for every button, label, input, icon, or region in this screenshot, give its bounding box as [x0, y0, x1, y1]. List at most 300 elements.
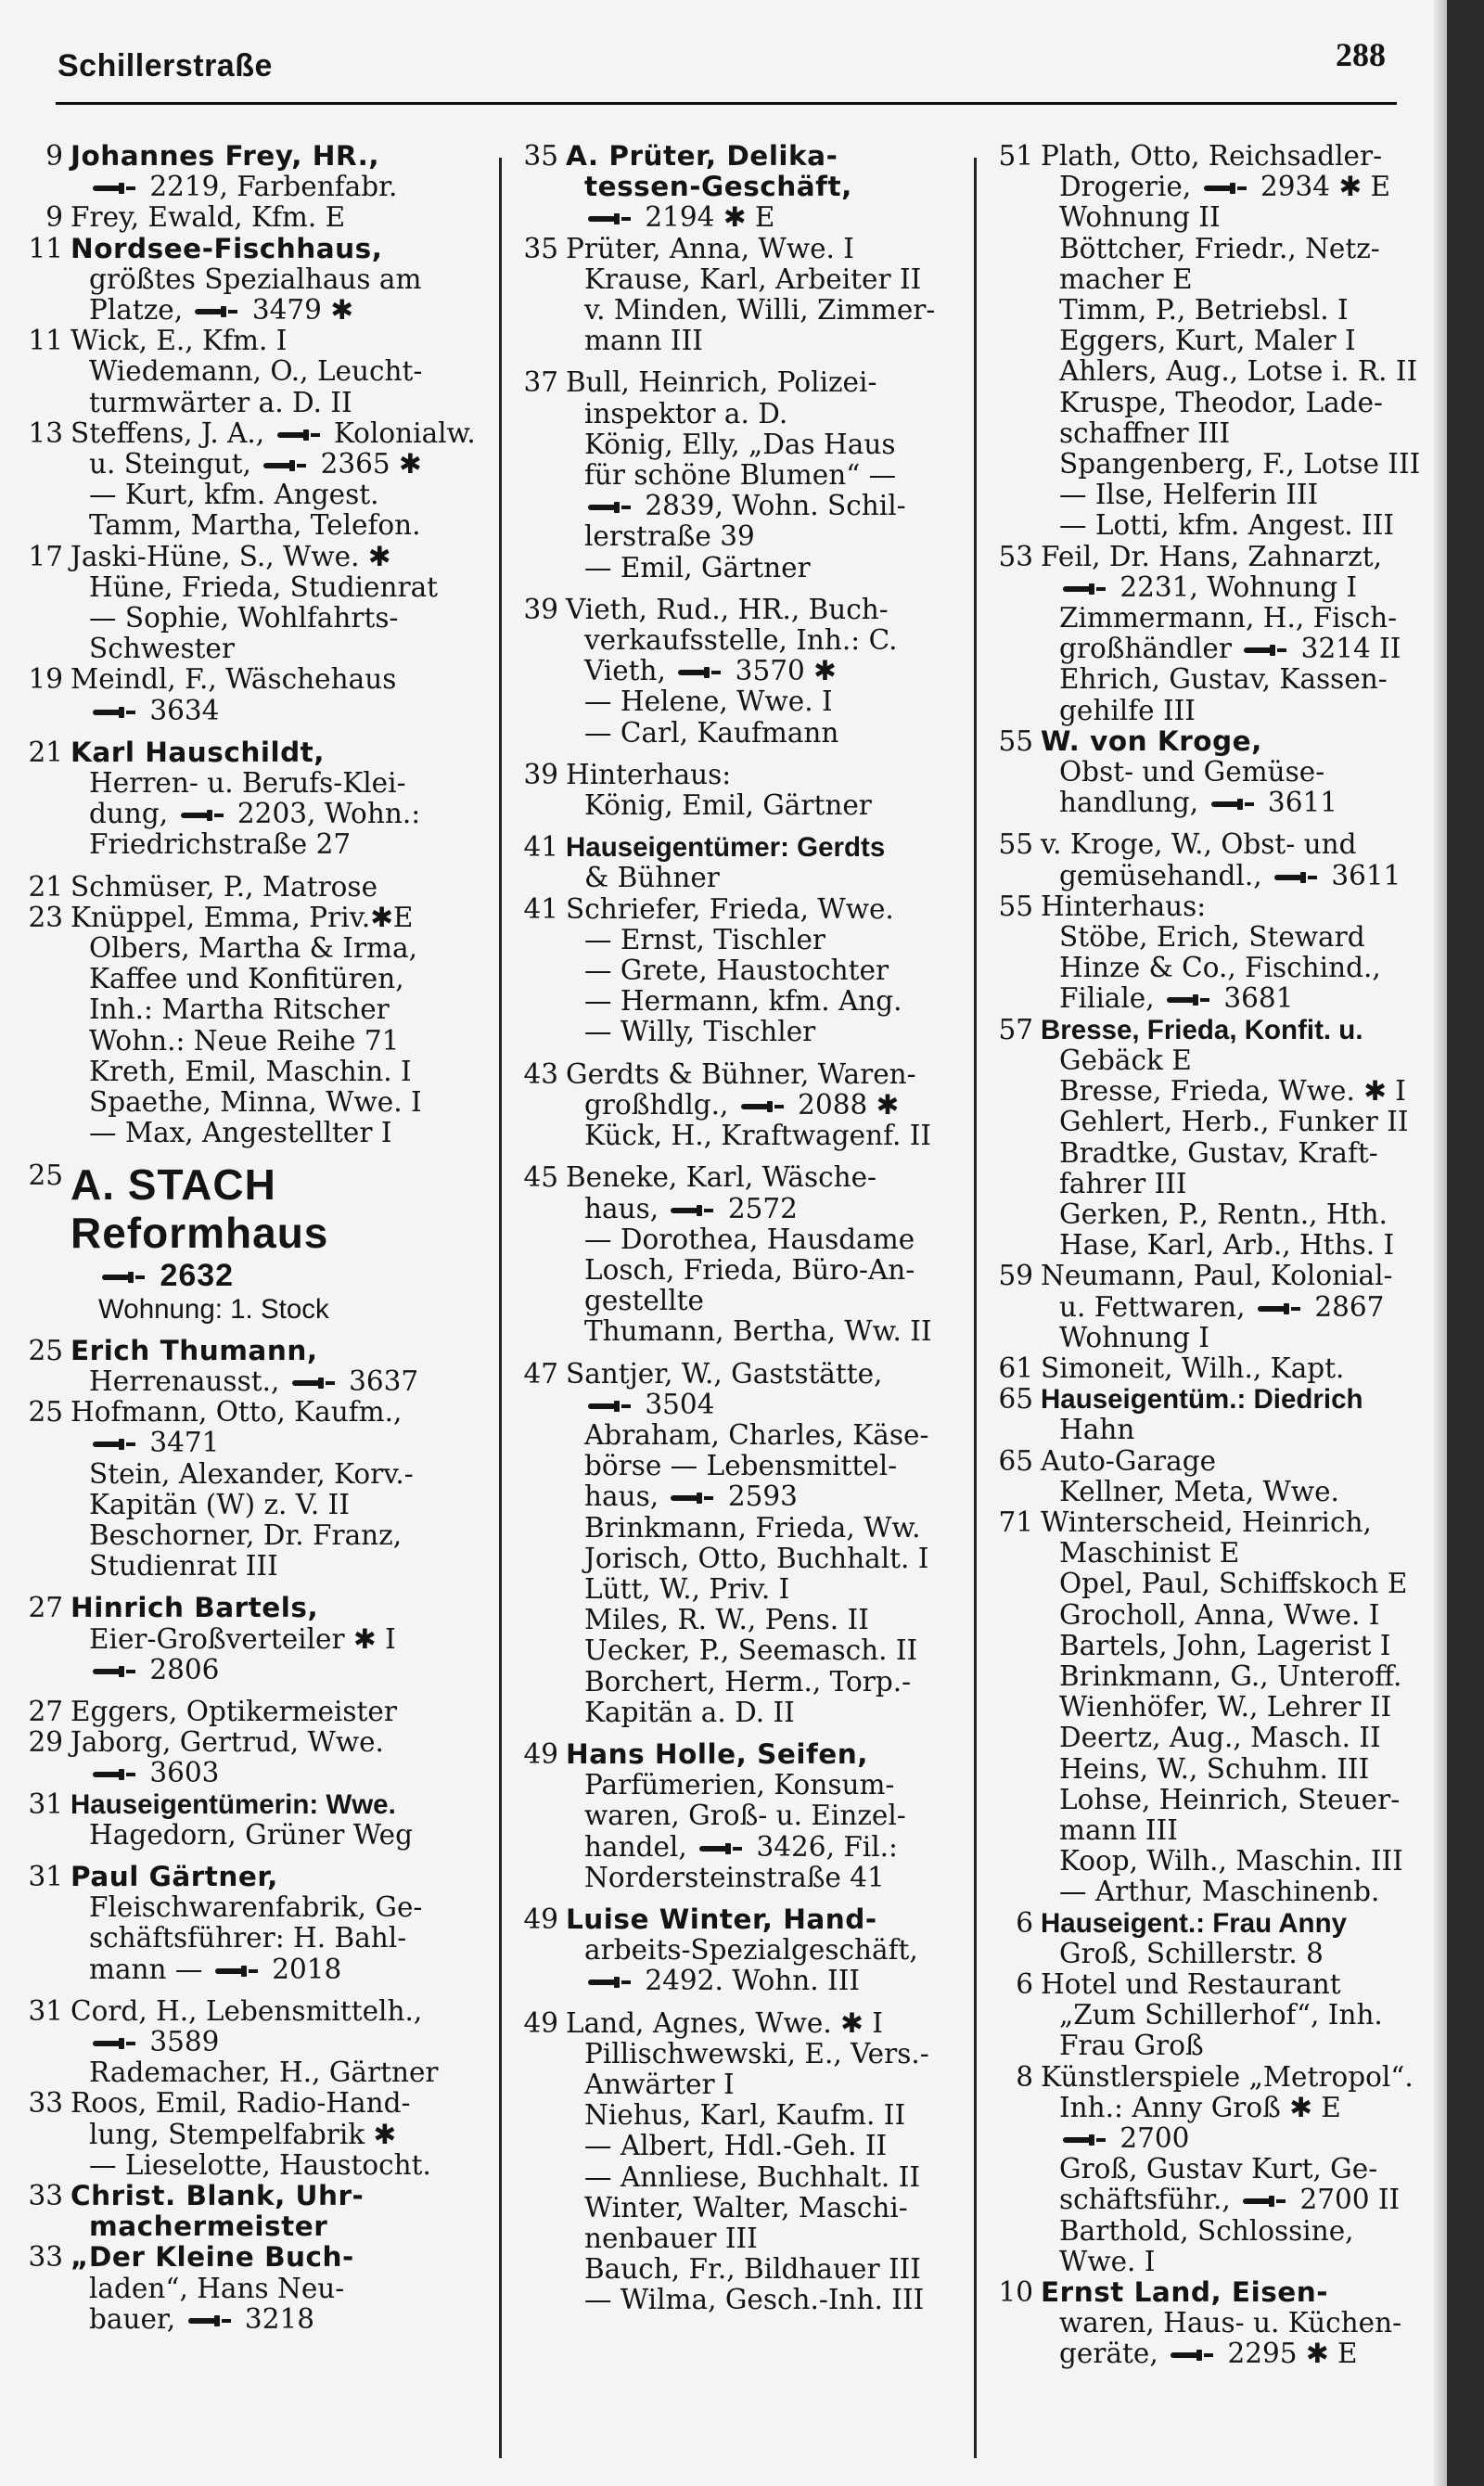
entry-line: Borchert, Herm., Torp.-	[584, 1665, 912, 1698]
entry-name: Bull, Heinrich, Polizei-	[566, 366, 877, 399]
entry-line: Deertz, Aug., Masch. II	[1059, 1722, 1381, 1754]
directory-entry	[15, 326, 490, 418]
entry-line: Obst- und Gemüse-	[1059, 756, 1325, 788]
entry-name: Vieth, Rud., HR., Buch-	[566, 593, 889, 625]
house-number: 41	[523, 831, 558, 864]
telephone-icon	[1204, 181, 1247, 196]
entry-name: Karl Hauschildt,	[70, 736, 325, 768]
entry-line: 2194 ✱ E	[566, 202, 966, 233]
house-number: 23	[28, 901, 63, 933]
entry-line: Beschorner, Dr. Franz,	[89, 1519, 403, 1551]
directory-entry	[985, 1908, 1439, 1969]
entry-line: Anwärter I	[584, 2068, 735, 2100]
telephone-icon	[215, 1964, 258, 1979]
telephone-icon	[93, 1664, 135, 1679]
entry-name: Schmüser, P., Matrose	[70, 870, 378, 903]
entry-line: gestellte	[584, 1285, 704, 1317]
entry-name: W. von Kroge,	[1041, 724, 1262, 757]
house-number: 8	[1016, 2060, 1033, 2093]
entry-line: schäftsführ., 2700 II	[1059, 2184, 1401, 2216]
entry-line: 2632	[70, 1257, 490, 1294]
entry-name: Hinterhaus:	[1041, 890, 1207, 922]
entry-line: Drogerie, 2934 ✱ E	[1059, 171, 1391, 203]
entry-line: — Carl, Kaufmann	[584, 716, 839, 749]
entry-line: Pillischwewski, E., Vers.-	[584, 2037, 929, 2070]
entry-line: turmwärter a. D. II	[89, 386, 352, 418]
entry-line: Schwester	[89, 633, 235, 665]
directory-entry	[510, 832, 966, 893]
entry-line: Stein, Alexander, Korv.-	[89, 1457, 414, 1490]
entry-line: — Kurt, kfm. Angest.	[89, 479, 379, 511]
entry-line: Filiale, 3681	[1059, 982, 1294, 1015]
entry-name: Prüter, Anna, Wwe. I	[566, 232, 854, 264]
telephone-icon	[741, 1099, 784, 1114]
directory-entry	[15, 542, 490, 665]
house-number: 33	[28, 2241, 63, 2274]
directory-entry	[15, 1697, 490, 1727]
entry-line: — Helene, Wwe. I	[584, 686, 833, 718]
entry-line: König, Elly, „Das Haus	[584, 428, 896, 460]
telephone-icon	[188, 2313, 231, 2328]
entry-line: — Lotti, kfm. Angest. III	[1059, 509, 1395, 542]
directory-entry	[15, 1336, 490, 1397]
house-number: 10	[998, 2276, 1033, 2309]
entry-name: Auto-Garage	[1041, 1444, 1217, 1477]
entry-line: Ehrich, Gustav, Kassen-	[1059, 663, 1388, 696]
entry-line: Hase, Karl, Arb., Hths. I	[1059, 1229, 1395, 1262]
entry-line: Groß, Gustav Kurt, Ge-	[1059, 2153, 1378, 2185]
directory-entry	[15, 1593, 490, 1685]
directory-entry	[15, 141, 490, 202]
entry-line: 2806	[70, 1655, 490, 1685]
entry-line: — Ernst, Tischler	[584, 923, 826, 955]
house-number: 25	[28, 1396, 63, 1429]
entry-line: Jorisch, Otto, Buchhalt. I	[584, 1542, 929, 1574]
entry-line: fahrer III	[1059, 1167, 1187, 1199]
entry-line: Heins, W., Schuhm. III	[1059, 1752, 1370, 1785]
house-number: 29	[28, 1726, 63, 1759]
telephone-icon	[1243, 2194, 1286, 2209]
entry-line: geräte, 2295 ✱ E	[1059, 2338, 1358, 2370]
entry-line: handlung, 3611	[1059, 787, 1337, 819]
entry-line: Reformhaus	[70, 1208, 329, 1257]
telephone-icon	[263, 458, 306, 473]
entry-line: 3504	[566, 1390, 966, 1420]
entry-name: Hofmann, Otto, Kaufm.,	[70, 1396, 403, 1429]
telephone-icon	[1063, 582, 1106, 596]
entry-line: — Max, Angestellter I	[89, 1117, 392, 1149]
entry-name: Paul Gärtner,	[70, 1860, 278, 1892]
entry-line: Losch, Frieda, Büro-An-	[584, 1253, 915, 1286]
entry-name: Bresse, Frieda, Konfit. u.	[1041, 1014, 1363, 1045]
directory-entry	[985, 2062, 1439, 2277]
directory-entry	[510, 1359, 966, 1728]
entry-name: Land, Agnes, Wwe. ✱ I	[566, 2006, 883, 2039]
street-heading: Schillerstraße	[58, 48, 273, 83]
entry-line: Nordersteinstraße 41	[584, 1861, 885, 1893]
entry-name: Hauseigentümerin: Wwe.	[70, 1788, 396, 1820]
directory-entry	[510, 2008, 966, 2316]
entry-line: Wohnung: 1. Stock	[98, 1293, 329, 1325]
telephone-icon	[93, 2036, 135, 2051]
telephone-icon	[93, 1767, 135, 1782]
entry-line: handel, 3426, Fil.:	[584, 1830, 898, 1863]
entry-name: Jaski-Hüne, S., Wwe. ✱	[70, 540, 391, 572]
entry-line: haus, 2572	[584, 1192, 798, 1224]
entry-line: Lohse, Heinrich, Steuer-	[1059, 1783, 1401, 1815]
entry-line: Groß, Schillerstr. 8	[1059, 1937, 1324, 1969]
entry-name: Hauseigent.: Frau Anny	[1041, 1907, 1348, 1939]
entry-name: Hotel und Restaurant	[1041, 1967, 1341, 2000]
entry-line: bauer, 3218	[89, 2302, 314, 2335]
entry-line: Inh.: Anny Groß ✱ E	[1059, 2091, 1341, 2123]
house-number: 27	[28, 1695, 63, 1727]
entry-line: Barthold, Schlossine,	[1059, 2214, 1354, 2247]
entry-line: Bradtke, Gustav, Kraft-	[1059, 1136, 1378, 1169]
entry-line: v. Minden, Willi, Zimmer-	[584, 294, 936, 327]
entry-name: Schriefer, Frieda, Wwe.	[566, 892, 894, 925]
telephone-icon	[292, 1376, 335, 1390]
telephone-icon	[102, 1270, 145, 1285]
entry-name: Beneke, Karl, Wäsche-	[566, 1161, 877, 1194]
telephone-icon	[699, 1841, 742, 1856]
entry-line: für schöne Blumen“ —	[584, 459, 897, 492]
entry-line: Hüne, Frieda, Studienrat	[89, 570, 439, 603]
entry-name: Cord, H., Lebensmittelh.,	[70, 1994, 423, 2027]
entry-line: tessen-Geschäft,	[584, 171, 852, 203]
header-rule	[56, 102, 1397, 105]
entry-line: Fleischwarenfabrik, Ge-	[89, 1891, 423, 1924]
entry-line: Kapitän (W) z. V. II	[89, 1488, 350, 1520]
directory-entry	[510, 760, 966, 821]
entry-line: machermeister	[89, 2210, 328, 2243]
entry-line: großhdlg., 2088 ✱	[584, 1088, 900, 1121]
house-number: 57	[998, 1013, 1033, 1045]
directory-column-3	[985, 141, 1439, 2370]
entry-line: Ahlers, Aug., Lotse i. R. II	[1059, 355, 1418, 388]
house-number: 51	[998, 140, 1033, 172]
entry-line: 2231, Wohnung I	[1041, 572, 1439, 603]
entry-line: König, Emil, Gärtner	[584, 789, 872, 822]
entry-line: Gehlert, Herb., Funker II	[1059, 1106, 1409, 1138]
entry-line: Eggers, Kurt, Maler I	[1059, 325, 1356, 357]
house-number: 55	[998, 828, 1033, 861]
entry-name: Feil, Dr. Hans, Zahnarzt,	[1041, 540, 1382, 572]
directory-entry	[15, 418, 490, 542]
page-gutter-shadow	[1434, 0, 1447, 2486]
entry-line: börse — Lebensmittel-	[584, 1450, 898, 1482]
directory-entry	[985, 542, 1439, 726]
entry-line: 2219, Farbenfabr.	[70, 172, 490, 202]
telephone-icon	[588, 500, 631, 515]
directory-entry	[15, 234, 490, 327]
directory-entry	[15, 2181, 490, 2242]
house-number: 31	[28, 1860, 63, 1892]
directory-column-1	[15, 141, 490, 2335]
entry-name: Hinrich Bartels,	[70, 1592, 319, 1624]
entry-line: Thumann, Bertha, Ww. II	[584, 1315, 932, 1348]
house-number: 49	[523, 1903, 558, 1935]
directory-entry	[510, 1904, 966, 1997]
house-number: 39	[523, 593, 558, 625]
directory-entry	[15, 2242, 490, 2335]
house-number: 61	[998, 1352, 1033, 1384]
telephone-icon	[1274, 870, 1317, 885]
directory-entry	[510, 1162, 966, 1347]
house-number: 45	[523, 1161, 558, 1194]
entry-line: Abraham, Charles, Käse-	[584, 1418, 929, 1451]
house-number: 9	[45, 201, 63, 234]
telephone-icon	[93, 181, 135, 196]
entry-line: Bartels, John, Lagerist I	[1059, 1629, 1391, 1661]
entry-line: inspektor a. D.	[584, 397, 788, 429]
directory-entry	[15, 1996, 490, 2089]
entry-line: — Hermann, kfm. Ang.	[584, 985, 902, 1018]
entry-line: Parfümerien, Konsum-	[584, 1769, 895, 1801]
house-number: 55	[998, 724, 1033, 757]
entry-line: 2839, Wohn. Schil-	[566, 491, 966, 521]
house-number: 43	[523, 1057, 558, 1090]
directory-entry	[15, 1727, 490, 1788]
entry-name: Johannes Frey, HR.,	[70, 140, 380, 172]
directory-entry	[510, 234, 966, 357]
entry-name: Meindl, F., Wäschehaus	[70, 663, 397, 696]
entry-line: Kapitän a. D. II	[584, 1696, 795, 1728]
house-number: 11	[28, 232, 63, 264]
entry-line: Kellner, Meta, Wwe.	[1059, 1475, 1339, 1507]
entry-name: Künstlerspiele „Metropol“.	[1041, 2060, 1414, 2093]
house-number: 13	[28, 416, 63, 449]
entry-line: schäftsführer: H. Bahl-	[89, 1922, 407, 1954]
directory-entry	[985, 829, 1439, 891]
entry-name: Ernst Land, Eisen-	[1041, 2276, 1329, 2309]
entry-line: schaffner III	[1059, 416, 1231, 449]
telephone-icon	[1171, 2348, 1213, 2363]
entry-line: Niehus, Karl, Kaufm. II	[584, 2099, 906, 2132]
telephone-icon	[678, 665, 721, 680]
directory-entry	[15, 1397, 490, 1582]
entry-line: — Annliese, Buchhalt. II	[584, 2160, 920, 2193]
entry-line: waren, Haus- u. Küchen-	[1059, 2307, 1402, 2339]
entry-line: Kreth, Emil, Maschin. I	[89, 1055, 412, 1087]
directory-column-2	[510, 141, 966, 2316]
house-number: 6	[1016, 1967, 1033, 2000]
entry-line: Maschinist E	[1059, 1537, 1240, 1570]
entry-line: dung, 2203, Wohn.:	[89, 798, 421, 830]
entry-line: Lütt, W., Priv. I	[584, 1572, 790, 1605]
telephone-icon	[93, 705, 135, 720]
entry-line: & Bühner	[584, 862, 720, 894]
directory-entry	[15, 202, 490, 233]
entry-line: 2700	[1041, 2123, 1439, 2154]
entry-line: Gebäck E	[1059, 1044, 1192, 1076]
entry-line: u. Steingut, 2365 ✱	[89, 448, 422, 481]
entry-name: Frey, Ewald, Kfm. E	[70, 201, 346, 234]
house-number: 35	[523, 232, 558, 264]
entry-name: Hans Holle, Seifen,	[566, 1737, 869, 1770]
entry-line: — Dorothea, Hausdame	[584, 1223, 915, 1255]
directory-entry	[985, 1446, 1439, 1507]
entry-line: Kück, H., Kraftwagenf. II	[584, 1120, 932, 1152]
entry-line: haus, 2593	[584, 1480, 798, 1513]
entry-line: mann III	[584, 325, 703, 357]
entry-name: Christ. Blank, Uhr-	[70, 2179, 365, 2211]
house-number: 27	[28, 1592, 63, 1624]
entry-line: Zimmermann, H., Fisch-	[1059, 602, 1398, 634]
entry-line: u. Fettwaren, 2867	[1059, 1290, 1385, 1323]
entry-line: Wohnung I	[1059, 1321, 1209, 1353]
entry-line: Koop, Wilh., Maschin. III	[1059, 1845, 1403, 1877]
entry-line: 3634	[70, 696, 490, 726]
house-number: 11	[28, 325, 63, 357]
entry-line: Hinze & Co., Fischind.,	[1059, 952, 1381, 984]
entry-line: — Sophie, Wohlfahrts-	[89, 602, 399, 634]
entry-line: Uecker, P., Seemasch. II	[584, 1634, 918, 1667]
entry-name: Erich Thumann,	[70, 1334, 318, 1366]
entry-line: 3603	[70, 1758, 490, 1788]
entry-line: größtes Spezialhaus am	[89, 263, 422, 295]
directory-entry	[985, 1261, 1439, 1353]
telephone-icon	[277, 428, 320, 442]
directory-entry	[985, 1969, 1439, 2062]
entry-line: Herren- u. Berufs-Klei-	[89, 767, 406, 800]
telephone-icon	[1258, 1301, 1300, 1316]
entry-name: Hauseigentümer: Gerdts	[566, 832, 886, 864]
telephone-icon	[93, 1437, 135, 1452]
directory-entry	[985, 1507, 1439, 1908]
entry-name: A. STACH	[70, 1160, 276, 1209]
entry-name: Wick, E., Kfm. I	[70, 325, 288, 357]
house-number: 31	[28, 1994, 63, 2027]
telephone-icon	[588, 1399, 631, 1414]
telephone-icon	[195, 304, 237, 319]
entry-line: Krause, Karl, Arbeiter II	[584, 263, 922, 295]
entry-line: großhändler 3214 II	[1059, 633, 1401, 665]
house-number: 65	[998, 1444, 1033, 1477]
entry-line: Eier-Großverteiler ✱ I	[89, 1622, 396, 1655]
entry-line: laden“, Hans Neu-	[89, 2272, 345, 2304]
directory-entry	[985, 141, 1439, 542]
entry-line: Timm, P., Betriebsl. I	[1059, 294, 1349, 327]
telephone-icon	[1063, 2133, 1106, 2147]
entry-line: Grocholl, Anna, Wwe. I	[1059, 1598, 1380, 1631]
directory-entry	[985, 891, 1439, 1015]
entry-line: Frau Groß	[1059, 2030, 1204, 2062]
entry-line: Studienrat III	[89, 1550, 278, 1583]
house-number: 65	[998, 1383, 1033, 1416]
entry-line: — Arthur, Maschinenb.	[1059, 1876, 1380, 1908]
entry-line: — Emil, Gärtner	[584, 551, 811, 583]
entry-line: Tamm, Martha, Telefon.	[89, 509, 421, 542]
telephone-icon	[671, 1203, 713, 1218]
entry-line: — Grete, Haustochter	[584, 955, 889, 987]
entry-line: lung, Stempelfabrik ✱	[89, 2118, 397, 2150]
entry-line: — Lieselotte, Haustocht.	[89, 2148, 431, 2181]
entry-name: Neumann, Paul, Kolonial-	[1041, 1260, 1393, 1292]
directory-entry	[985, 1384, 1439, 1445]
entry-line: lerstraße 39	[584, 520, 755, 553]
entry-line: verkaufsstelle, Inh.: C.	[584, 624, 898, 657]
entry-line: 2492. Wohn. III	[566, 1966, 966, 1996]
column-divider-right	[974, 158, 977, 2458]
telephone-icon	[181, 808, 224, 823]
entry-line: Inh.: Martha Ritscher	[89, 993, 390, 1026]
house-number: 47	[523, 1357, 558, 1390]
entry-line: Bauch, Fr., Bildhauer III	[584, 2253, 921, 2286]
entry-line: Brinkmann, Frieda, Ww.	[584, 1511, 921, 1544]
house-number: 21	[28, 870, 63, 903]
entry-line: — Willy, Tischler	[584, 1016, 816, 1048]
entry-line: Wwe. I	[1059, 2245, 1156, 2277]
entry-line: Böttcher, Friedr., Netz-	[1059, 232, 1380, 264]
entry-line: — Albert, Hdl.-Geh. II	[584, 2130, 888, 2162]
directory-entry	[15, 664, 490, 725]
house-number: 55	[998, 890, 1033, 922]
entry-line: Vieth, 3570 ✱	[584, 655, 837, 687]
entry-name: Knüppel, Emma, Priv.✱E	[70, 901, 414, 933]
entry-line: arbeits-Spezialgeschäft,	[584, 1934, 918, 1967]
directory-entry	[510, 367, 966, 583]
entry-line: Spangenberg, F., Lotse III	[1059, 448, 1421, 481]
entry-line: Spaethe, Minna, Wwe. I	[89, 1086, 422, 1119]
entry-line: „Zum Schillerhof“, Inh.	[1059, 1999, 1383, 2031]
telephone-icon	[588, 211, 631, 226]
house-number: 33	[28, 2179, 63, 2211]
entry-line: Opel, Paul, Schiffskoch E	[1059, 1568, 1408, 1600]
house-number: 39	[523, 758, 558, 790]
column-divider-left	[499, 158, 502, 2458]
telephone-icon	[1211, 797, 1254, 812]
entry-name: Hinterhaus:	[566, 758, 732, 790]
directory-entry	[15, 872, 490, 903]
entry-line: gehilfe III	[1059, 694, 1196, 726]
directory-entry	[510, 595, 966, 749]
entry-name: Simoneit, Wilh., Kapt.	[1041, 1352, 1345, 1384]
entry-line: Hahn	[1059, 1414, 1135, 1446]
house-number: 33	[28, 2087, 63, 2120]
house-number: 59	[998, 1260, 1033, 1292]
directory-entry	[15, 1160, 490, 1325]
entry-line: Stöbe, Erich, Steward	[1059, 921, 1365, 954]
entry-line: Wohnung II	[1059, 201, 1221, 234]
directory-entry	[15, 1862, 490, 1985]
telephone-icon	[1167, 993, 1209, 1007]
entry-line: mann III	[1059, 1813, 1178, 1846]
entry-line: 3471	[70, 1428, 490, 1458]
entry-line: mann — 2018	[89, 1953, 342, 1985]
directory-entry	[510, 141, 966, 234]
house-number: 35	[523, 140, 558, 172]
house-number: 49	[523, 2006, 558, 2039]
entry-name: v. Kroge, W., Obst- und	[1041, 828, 1357, 861]
entry-line: Kruspe, Theodor, Lade-	[1059, 386, 1384, 418]
entry-line: Gerken, P., Rentn., Hth.	[1059, 1198, 1388, 1230]
entry-line: Wiedemann, O., Leucht-	[89, 355, 423, 388]
directory-entry	[510, 1059, 966, 1152]
page-binding-edge	[1447, 0, 1484, 2486]
house-number: 21	[28, 736, 63, 768]
entry-line: Wohn.: Neue Reihe 71	[89, 1024, 400, 1057]
directory-entry	[15, 1789, 490, 1851]
telephone-icon	[588, 1975, 631, 1990]
entry-line: Brinkmann, G., Unteroff.	[1059, 1659, 1402, 1692]
directory-entry	[510, 1739, 966, 1893]
directory-entry	[510, 894, 966, 1048]
entry-name: Luise Winter, Hand-	[566, 1903, 877, 1935]
entry-line: Platze, 3479 ✱	[89, 294, 354, 327]
telephone-icon	[671, 1491, 713, 1506]
house-number: 53	[998, 540, 1033, 572]
